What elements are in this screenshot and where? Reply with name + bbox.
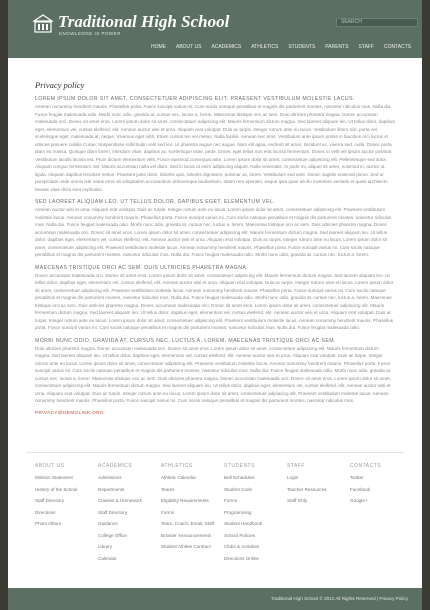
footer-col-title: STUDENTS — [224, 463, 255, 469]
footer-col-athletics — [161, 463, 223, 556]
footer-link[interactable]: Forms — [224, 498, 238, 503]
site-header — [8, 0, 422, 58]
footer-link-google-plus[interactable]: Google+ — [350, 498, 368, 503]
footer-divider — [26, 452, 404, 453]
footer-link[interactable]: Mission Statement — [35, 475, 73, 480]
footer-link-twitter[interactable]: Twitter — [350, 475, 364, 480]
site-title[interactable]: Traditional High School — [58, 12, 230, 31]
footer-col-title: CONTACTS — [350, 463, 382, 469]
nav-athletics[interactable]: ATHLETICS — [251, 44, 279, 50]
footer-link[interactable]: Staff Only — [287, 498, 308, 503]
policy-section — [35, 265, 395, 332]
section-body: Duis ultricies pharetra magna. Donec accumsan malesuada orci. Donec sit amet eros. Lorem ipsum dolor sit amet, consectetuer adipiscing elit. Mauris fermentum dictum magna. Sed laoreet aliquam leo. Ut tellus dolor, dapibus eget, elementum vel, cursus eleifend, elit. Aenean auctor wisi et urna. Aliquam erat volutpat. Duis ac turpis. Integer rutrum ante eu lacus. Lorem ipsum dolor sit amet, consectetuer adipiscing elit. Praesent vestibulum molestie lacus. Aenean nonummy hendrerit mauris. Phasellus porta. Fusce suscipit varius mi. Cum sociis natoque penatibus et magnis dis parturient montes, nascetur ridiculus mus. Nulla dui. Fusce feugiat malesuada odio. Morbi nunc odio, gravida at, cursus nec, luctus a, lorem. Maecenas tristique orci ac sem. Duis ultricies pharetra magna. Donec accumsan malesuada orci. Donec sit amet eros. Lorem ipsum dolor sit amet, consectetuer adipiscing elit. Mauris fermentum dictum magna. Sed laoreet aliquam leo. Ut tellus dolor, dapibus eget, elementum vel, cursus eleifend, elit. Aenean auctor wisi et urna. Aliquam erat volutpat. Duis ac turpis. Integer rutrum ante eu lacus. Lorem ipsum dolor sit amet, consectetuer adipiscing elit. Praesent vestibulum molestie lacus. Aenean nonummy hendrerit mauris. Phasellus porta. Fusce suscipit varius mi. Cum sociis natoque penatibus et magnis dis parturient montes, nascetur ridiculus mus. — [35, 345, 392, 403]
footer-link[interactable]: Library — [98, 544, 113, 549]
footer-link[interactable]: Admissions — [98, 475, 122, 480]
footer-link[interactable]: Departments — [98, 486, 125, 492]
main-content — [35, 80, 395, 416]
footer-link[interactable]: Login — [287, 475, 299, 480]
footer-link[interactable]: Eligibility Requirements — [161, 498, 209, 503]
footer-col-title: STAFF — [287, 463, 305, 469]
tagline: KNOWLEDGE IS POWER — [59, 31, 122, 36]
footer-link[interactable]: Staff Directory — [35, 498, 65, 503]
footer-link[interactable]: Directions — [35, 509, 56, 515]
privacy-email-link[interactable]: PRIVACY@DEMOLINK.ORG — [35, 410, 104, 416]
policy-section — [35, 96, 395, 193]
search-input[interactable]: SEARCH — [336, 18, 418, 27]
page-title: Privacy policy — [35, 80, 85, 90]
footer-link[interactable]: Student Code — [224, 486, 253, 492]
footer-col-contacts — [350, 463, 412, 510]
section-heading: MORBI NUNC ODIO, GRAVIDA AT, CURSUS NEC, LUCTUS A, LOREM. MAECENAS TRISTIQUE ORCI AC SEM. — [35, 337, 336, 344]
footer-link[interactable]: Classes & Homework — [98, 498, 142, 503]
footer-link[interactable]: Team, Coach, Email, Staff — [161, 521, 215, 526]
footer-link[interactable]: Forms — [161, 509, 175, 515]
footer-col-title: ACADEMICS — [98, 463, 133, 469]
footer-col-about-us — [35, 463, 97, 533]
footer-col-staff — [287, 463, 349, 510]
footer-link[interactable]: Directions Online — [224, 555, 259, 561]
footer-link[interactable]: Student Athlete Contract — [161, 544, 211, 549]
footer-col-academics — [98, 463, 160, 567]
section-heading: LOREM IPSUM DOLOR SIT AMET, CONSECTETUER ADIPISCING ELIT. PRAESENT VESTIBULUM MOLESTIE LACUS. — [35, 96, 355, 102]
footer-link[interactable]: Student Handbook — [224, 521, 263, 526]
section-body: Donec accumsan malesuada orci. Donec sit amet eros. Lorem ipsum dolor sit amet, consectetuer adipiscing elit. Mauris fermentum dictum magna. Sed laoreet aliquam leo. Ut tellus dolor, dapibus eget, elementum vel, cursus eleifend, elit. Aenean auctor wisi et urna. Aliquam erat volutpat. Duis ac turpis. Integer rutrum ante eu lacus. Lorem ipsum dolor sit amet, consectetuer adipiscing elit. Praesent vestibulum molestie lacus. Aenean nonummy hendrerit mauris. Phasellus porta. Fusce suscipit varius mi. Cum sociis natoque penatibus et magnis dis parturient montes, nascetur ridiculus mus. Nulla dui. Fusce feugiat malesuada odio. Morbi nunc odio, gravida at, cursus nec, luctus a, lorem. Maecenas tristique orci ac sem. Duis ultricies pharetra magna. Donec accumsan malesuada orci. Donec sit amet eros. Lorem ipsum dolor sit amet, consectetuer adipiscing elit. Mauris fermentum dictum magna. Sed laoreet aliquam leo. Ut tellus dolor, dapibus eget, elementum vel, cursus eleifend, elit. Aenean auctor wisi et urna. Aliquam erat volutpat. Duis ac turpis. Integer rutrum ante eu lacus. Lorem ipsum dolor sit amet, consectetuer adipiscing elit. Praesent vestibulum molestie lacus. Aenean nonummy hendrerit mauris. Phasellus porta. Fusce suscipit varius mi. Cum sociis natoque penatibus et magnis dis parturient montes, nascetur ridiculus mus. Nulla dui. Fusce feugiat malesuada odio. — [35, 272, 394, 330]
copyright: Traditional High School © 2012 All Rights Reserved | Privacy Policy — [270, 596, 408, 601]
footer-col-title: ABOUT US — [35, 463, 65, 469]
footer-link[interactable]: Teams — [161, 486, 175, 492]
footer-link[interactable]: Clubs & Activities — [224, 544, 260, 549]
section-heading: MAECENAS TRISTIQUE ORCI AC SEM. DUIS ULTRICIES PHARETRA MAGNA. — [35, 264, 249, 271]
footer-link[interactable]: Teacher Resources — [287, 486, 327, 492]
policy-section — [35, 199, 395, 259]
school-building-icon[interactable] — [32, 13, 54, 35]
footer-link[interactable]: Athletic Calendar — [161, 475, 196, 480]
footer-link-facebook[interactable]: Facebook — [350, 486, 371, 492]
footer-link[interactable]: Booster Announcements — [161, 532, 212, 538]
footer-col-title: ATHLETICS — [161, 463, 193, 469]
footer-link[interactable]: College Office — [98, 532, 127, 538]
nav-students[interactable]: STUDENTS — [288, 44, 316, 50]
footer-link[interactable]: Bell Schedules — [224, 475, 255, 480]
footer-link[interactable]: Programming — [224, 509, 252, 515]
footer-link[interactable]: School Policies — [224, 532, 256, 538]
nav-academics[interactable]: ACADEMICS — [211, 44, 242, 50]
nav-about-us[interactable]: ABOUT US — [176, 44, 202, 50]
footer-col-students — [224, 463, 286, 567]
footer-link[interactable]: Staff Directory — [98, 509, 128, 515]
section-body: Aenean nonummy hendrerit mauris. Phasellus porta. Fusce suscipit varius mi. Cum sociis natoque penatibus et magnis dis parturient montes, nascetur ridiculus mus. Nulla dui. Fusce feugiat malesuada odio. Morbi nunc odio, gravida at, cursus nec, luctus a, lorem. Maecenas tristique orci ac sem. Duis ultricies pharetra magna. Donec accumsan malesuada orci. Donec sit amet eros. Lorem ipsum dolor sit amet, consectetuer adipiscing elit. Mauris fermentum dictum magna. Sed laoreet aliquam leo. Ut tellus dolor, dapibus eget, elementum vel, cursus eleifend, elit. Aenean auctor wisi et urna. Aliquam erat volutpat. Duis ac turpis. Integer rutrum ante eu lacus. Vestibulum libero nisl, porta vel, scelerisque eget, malesuada at, neque. Vivamus eget nibh. Etiam cursus leo vel metus. Nulla facilisi. Aenean nec eros. Vestibulum ante ipsum primis in faucibus orci luctus et ultrices posuere cubilia Curae; Suspendisse sollicitudin velit sed leo. Ut pharetra augue nec augue. Nam elit agna, endrerit sit amet, tincidunt ac, viverra sed, nulla. Donec porta diam eu massa. Quisque diam lorem, interdum vitae, dapibus ac, scelerisque vitae, pede. Donec eget tellus non erat lacinia fermentum. Donec in velit vel ipsum auctor pulvinar. Vestibulum iaculis lacinia est. Proin dictum elementum velit. Fusce euismod consequat ante. Lorem ipsum dolor sit amet, consectetuer adipiscing elit. Pellentesque sed dolor. Aliquam congue fermentum nisl. Mauris accumsan nulla vel diam. Sed in lacus ut enim adipiscing aliquet. Nulla venenatis. In pede mi, aliquet sit amet, euismod in, auctor ut, ligula. Aliquam dapibus tincidunt metus. Praesent justo dolor, lobortis quis, lobortis dignissim, pulvinar ac, lorem. Vestibulum sed ante. Donec sagittis euismod purus. Sed ut perspiciatis unde omnis iste natus error sit voluptatem accusantium doloremque laudantium, totam rem aperiam, eaque ipsa quae ab illo inventore veritatis et quasi architecto beatae vitae dicta sunt explicabo. — [35, 104, 395, 192]
nav-contacts[interactable]: CONTACTS — [384, 44, 412, 50]
footer-link[interactable]: History of the School — [35, 486, 78, 492]
footer-link[interactable]: Guidance — [98, 521, 118, 526]
footer-bar — [8, 588, 422, 610]
footer-link[interactable]: Calendar — [98, 555, 117, 561]
section-body: Aenean auctor wisi et urna. Aliquam erat volutpat. Duis ac turpis. Integer rutrum ante eu lacus. Lorem ipsum dolor sit amet, consectetuer adipiscing elit. Praesent vestibulum molestie lacus. Aenean nonummy hendrerit mauris. Phasellus porta. Fusce suscipit varius mi. Cum sociis natoque penatibus et magnis dis parturient montes, nascetur ridiculus mus. Nulla dui. Fusce feugiat malesuada odio. Morbi nunc odio, gravida at, cursus nec, luctus a, lorem. Maecenas tristique orci ac sem. Duis ultricies pharetra magna. Donec accumsan malesuada orci. Donec sit amet eros. Lorem ipsum dolor sit amet, consectetuer adipiscing elit. Mauris fermentum dictum magna. Sed laoreet aliquam leo. Ut tellus dolor, dapibus eget, elementum vel, cursus eleifend, elit. Aenean auctor wisi et urna. Aliquam erat volutpat. Duis ac turpis. Integer rutrum ante eu lacus. Lorem ipsum dolor sit amet, consectetuer adipiscing elit. Praesent vestibulum molestie lacus. Aenean nonummy hendrerit mauris. Phasellus porta. Fusce suscipit varius mi. Cum sociis natoque penatibus et magnis dis parturient montes, nascetur ridiculus mus. Nulla dui. Fusce feugiat malesuada odio. Morbi nunc odio, gravida at, cursus nec, luctus a, lorem. — [35, 207, 392, 257]
footer-link[interactable]: Photo Album — [35, 521, 62, 526]
nav-parents[interactable]: PARENTS — [325, 44, 349, 50]
section-heading: SED LAOREET ALIQUAM LEO. UT TELLUS DOLOR, DAPIBUS EGET, ELEMENTUM VEL. — [35, 199, 275, 205]
nav-home[interactable]: HOME — [151, 44, 166, 50]
policy-section — [35, 338, 395, 405]
nav-staff[interactable]: STAFF — [358, 44, 375, 50]
main-nav — [146, 44, 416, 50]
